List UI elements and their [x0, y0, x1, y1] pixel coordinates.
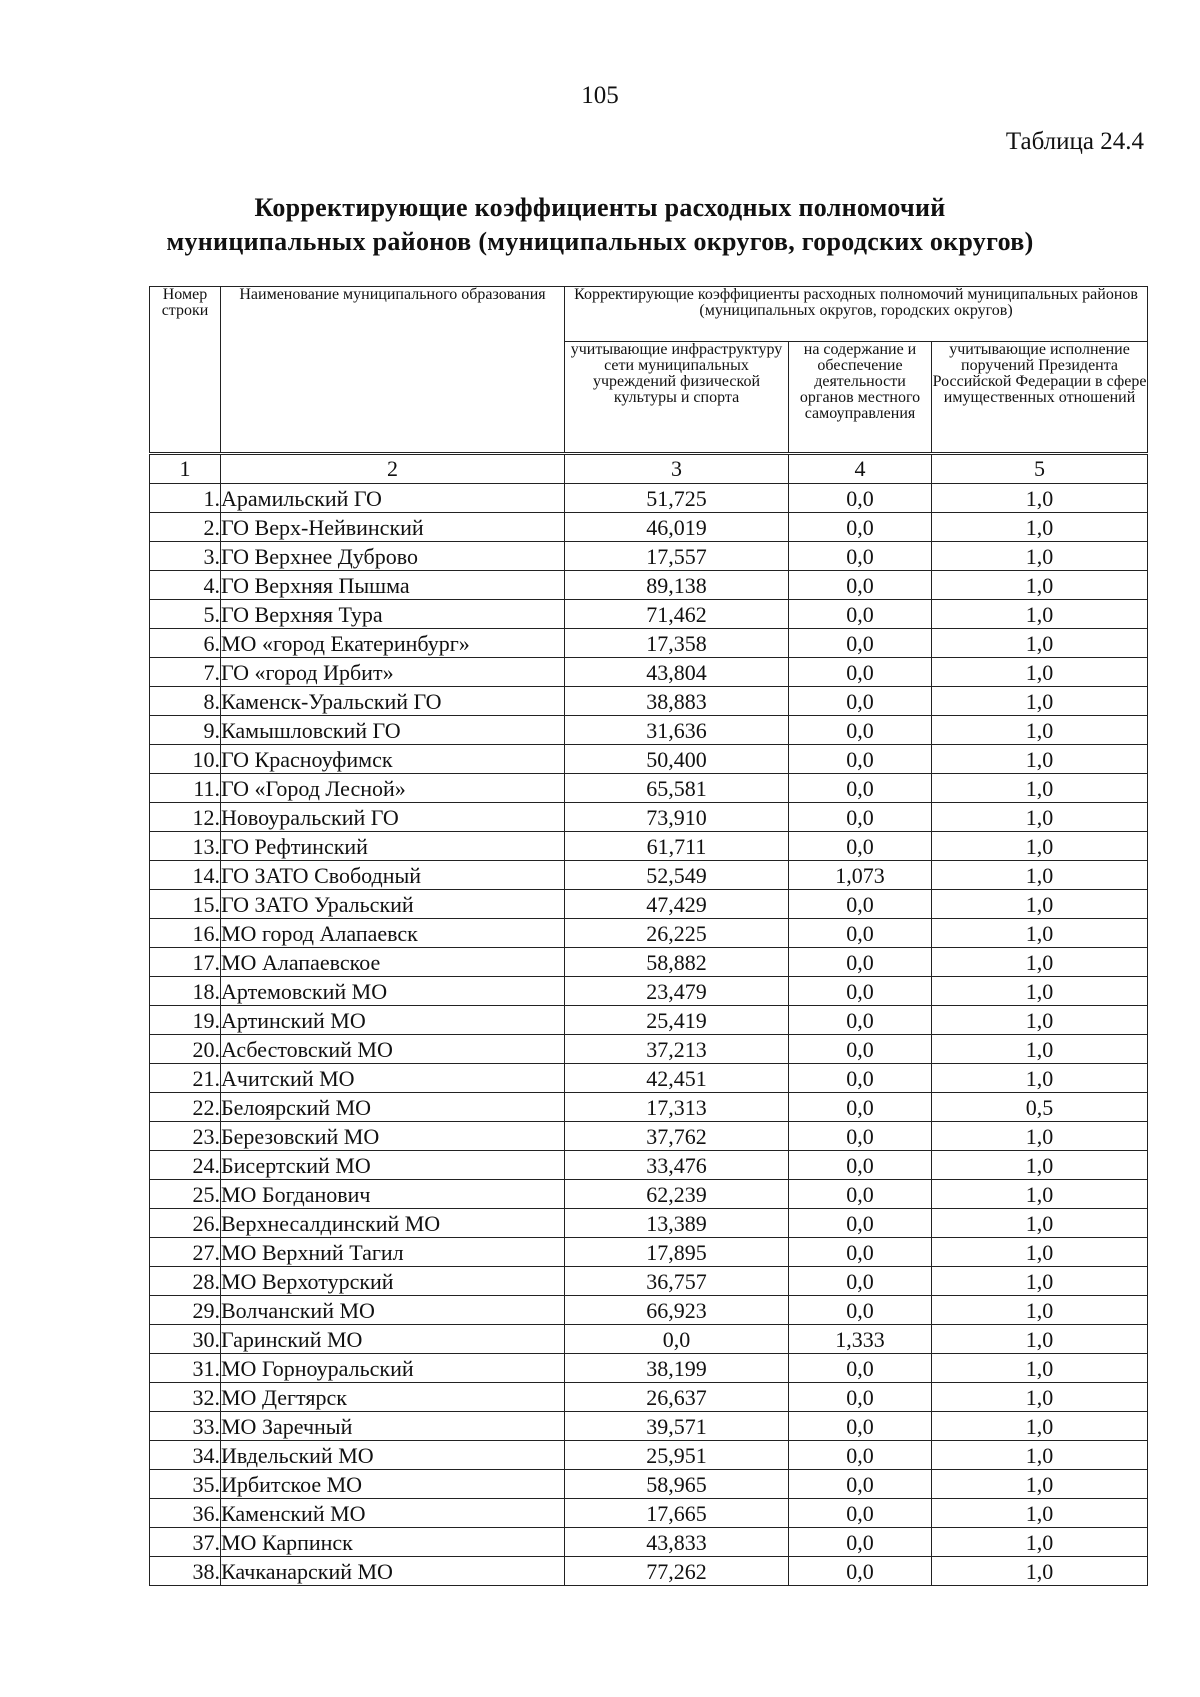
municipality-name-cell: Новоуральский ГО	[221, 803, 565, 832]
president-orders-coefficient-cell: 1,0	[932, 1238, 1148, 1267]
table-row	[150, 1383, 1148, 1412]
table-row	[150, 600, 1148, 629]
table-row	[150, 1035, 1148, 1064]
municipality-name-cell: МО Карпинск	[221, 1528, 565, 1557]
table-row	[150, 977, 1148, 1006]
sport-coefficient-cell: 26,225	[565, 919, 789, 948]
president-orders-coefficient-cell: 1,0	[932, 948, 1148, 977]
president-orders-coefficient-cell: 1,0	[932, 1325, 1148, 1354]
municipality-name-cell: Белоярский МО	[221, 1093, 565, 1122]
municipality-name-cell: МО Верхний Тагил	[221, 1238, 565, 1267]
president-orders-coefficient-cell: 1,0	[932, 600, 1148, 629]
municipality-name-cell: Ирбитское МО	[221, 1470, 565, 1499]
president-orders-coefficient-cell: 1,0	[932, 484, 1148, 513]
municipality-name-cell: Артинский МО	[221, 1006, 565, 1035]
president-orders-coefficient-cell: 1,0	[932, 861, 1148, 890]
president-orders-coefficient-cell: 1,0	[932, 977, 1148, 1006]
self-government-coefficient-cell: 0,0	[789, 948, 932, 977]
table-row	[150, 803, 1148, 832]
sport-coefficient-cell: 58,965	[565, 1470, 789, 1499]
municipality-name-cell: Асбестовский МО	[221, 1035, 565, 1064]
table-row	[150, 716, 1148, 745]
self-government-coefficient-cell: 1,073	[789, 861, 932, 890]
self-government-coefficient-cell: 0,0	[789, 1383, 932, 1412]
president-orders-coefficient-cell: 1,0	[932, 1383, 1148, 1412]
column-number: 2	[221, 454, 565, 484]
sport-coefficient-cell: 25,419	[565, 1006, 789, 1035]
table-row	[150, 1064, 1148, 1093]
municipality-name-cell: Качканарский МО	[221, 1557, 565, 1586]
sport-coefficient-cell: 42,451	[565, 1064, 789, 1093]
president-orders-coefficient-cell: 0,5	[932, 1093, 1148, 1122]
header-row-number: Номер строки	[150, 287, 221, 454]
row-number-cell: 27.	[150, 1238, 221, 1267]
municipality-name-cell: МО Алапаевское	[221, 948, 565, 977]
row-number-cell: 7.	[150, 658, 221, 687]
table-row	[150, 1412, 1148, 1441]
municipality-name-cell: Ачитский МО	[221, 1064, 565, 1093]
president-orders-coefficient-cell: 1,0	[932, 687, 1148, 716]
table-row	[150, 890, 1148, 919]
president-orders-coefficient-cell: 1,0	[932, 542, 1148, 571]
row-number-cell: 9.	[150, 716, 221, 745]
municipality-name-cell: Артемовский МО	[221, 977, 565, 1006]
sport-coefficient-cell: 17,557	[565, 542, 789, 571]
sport-coefficient-cell: 23,479	[565, 977, 789, 1006]
column-number: 5	[932, 454, 1148, 484]
self-government-coefficient-cell: 0,0	[789, 571, 932, 600]
self-government-coefficient-cell: 0,0	[789, 1441, 932, 1470]
self-government-coefficient-cell: 0,0	[789, 1093, 932, 1122]
president-orders-coefficient-cell: 1,0	[932, 1499, 1148, 1528]
president-orders-coefficient-cell: 1,0	[932, 1064, 1148, 1093]
header-col-sport-infrastructure: учитывающие инфраструктуру сети муниципальных учреждений физической культуры и спорта	[565, 342, 789, 454]
table-row	[150, 1470, 1148, 1499]
title-line-2: муниципальных районов (муниципальных округов, городских округов)	[166, 227, 1034, 256]
row-number-cell: 31.	[150, 1354, 221, 1383]
president-orders-coefficient-cell: 1,0	[932, 1528, 1148, 1557]
municipality-name-cell: Арамильский ГО	[221, 484, 565, 513]
table-row	[150, 542, 1148, 571]
president-orders-coefficient-cell: 1,0	[932, 803, 1148, 832]
self-government-coefficient-cell: 0,0	[789, 1238, 932, 1267]
row-number-cell: 2.	[150, 513, 221, 542]
sport-coefficient-cell: 39,571	[565, 1412, 789, 1441]
sport-coefficient-cell: 43,833	[565, 1528, 789, 1557]
self-government-coefficient-cell: 0,0	[789, 774, 932, 803]
table-row	[150, 1238, 1148, 1267]
sport-coefficient-cell: 47,429	[565, 890, 789, 919]
sport-coefficient-cell: 13,389	[565, 1209, 789, 1238]
sport-coefficient-cell: 17,895	[565, 1238, 789, 1267]
table-row	[150, 1180, 1148, 1209]
sport-coefficient-cell: 73,910	[565, 803, 789, 832]
self-government-coefficient-cell: 0,0	[789, 1528, 932, 1557]
president-orders-coefficient-cell: 1,0	[932, 1296, 1148, 1325]
table-row	[150, 1354, 1148, 1383]
header-col-president-orders: учитывающие исполнение поручений Президента Российской Федерации в сфере имущественных отношений	[932, 342, 1148, 454]
municipality-name-cell: Ивдельский МО	[221, 1441, 565, 1470]
self-government-coefficient-cell: 0,0	[789, 977, 932, 1006]
president-orders-coefficient-cell: 1,0	[932, 774, 1148, 803]
table-row	[150, 513, 1148, 542]
municipality-name-cell: Березовский МО	[221, 1122, 565, 1151]
sport-coefficient-cell: 25,951	[565, 1441, 789, 1470]
sport-coefficient-cell: 38,199	[565, 1354, 789, 1383]
sport-coefficient-cell: 77,262	[565, 1557, 789, 1586]
municipality-name-cell: Камышловский ГО	[221, 716, 565, 745]
table-row	[150, 948, 1148, 977]
municipality-name-cell: ГО Верхнее Дуброво	[221, 542, 565, 571]
self-government-coefficient-cell: 0,0	[789, 687, 932, 716]
table-row	[150, 1122, 1148, 1151]
row-number-cell: 11.	[150, 774, 221, 803]
self-government-coefficient-cell: 0,0	[789, 1354, 932, 1383]
row-number-cell: 3.	[150, 542, 221, 571]
row-number-cell: 10.	[150, 745, 221, 774]
municipality-name-cell: ГО Верхняя Тура	[221, 600, 565, 629]
municipality-name-cell: ГО «Город Лесной»	[221, 774, 565, 803]
municipality-name-cell: Волчанский МО	[221, 1296, 565, 1325]
sport-coefficient-cell: 17,313	[565, 1093, 789, 1122]
column-number-row	[150, 454, 1148, 484]
sport-coefficient-cell: 37,213	[565, 1035, 789, 1064]
table-row	[150, 571, 1148, 600]
president-orders-coefficient-cell: 1,0	[932, 1441, 1148, 1470]
president-orders-coefficient-cell: 1,0	[932, 1006, 1148, 1035]
president-orders-coefficient-cell: 1,0	[932, 890, 1148, 919]
row-number-cell: 21.	[150, 1064, 221, 1093]
sport-coefficient-cell: 89,138	[565, 571, 789, 600]
municipality-name-cell: ГО Верх-Нейвинский	[221, 513, 565, 542]
self-government-coefficient-cell: 0,0	[789, 600, 932, 629]
sport-coefficient-cell: 0,0	[565, 1325, 789, 1354]
row-number-cell: 15.	[150, 890, 221, 919]
row-number-cell: 6.	[150, 629, 221, 658]
self-government-coefficient-cell: 0,0	[789, 1122, 932, 1151]
president-orders-coefficient-cell: 1,0	[932, 1180, 1148, 1209]
header-col-self-government: на содержание и обеспечение деятельности органов местного самоуправления	[789, 342, 932, 454]
header-municipality-name: Наименование муниципального образования	[221, 287, 565, 454]
row-number-cell: 22.	[150, 1093, 221, 1122]
table-row	[150, 1325, 1148, 1354]
row-number-cell: 26.	[150, 1209, 221, 1238]
row-number-cell: 19.	[150, 1006, 221, 1035]
municipality-name-cell: МО Верхотурский	[221, 1267, 565, 1296]
self-government-coefficient-cell: 0,0	[789, 1064, 932, 1093]
self-government-coefficient-cell: 0,0	[789, 1151, 932, 1180]
table-row	[150, 687, 1148, 716]
sport-coefficient-cell: 52,549	[565, 861, 789, 890]
header-coefficients-group: Корректирующие коэффициенты расходных полномочий муниципальных районов (муниципальных округов, городских округов)	[565, 287, 1148, 342]
sport-coefficient-cell: 58,882	[565, 948, 789, 977]
row-number-cell: 30.	[150, 1325, 221, 1354]
self-government-coefficient-cell: 0,0	[789, 484, 932, 513]
table-row	[150, 484, 1148, 513]
self-government-coefficient-cell: 0,0	[789, 1296, 932, 1325]
president-orders-coefficient-cell: 1,0	[932, 1470, 1148, 1499]
sport-coefficient-cell: 65,581	[565, 774, 789, 803]
sport-coefficient-cell: 61,711	[565, 832, 789, 861]
row-number-cell: 13.	[150, 832, 221, 861]
row-number-cell: 36.	[150, 1499, 221, 1528]
row-number-cell: 33.	[150, 1412, 221, 1441]
municipality-name-cell: МО Горноуральский	[221, 1354, 565, 1383]
page-number: 105	[581, 82, 619, 109]
row-number-cell: 20.	[150, 1035, 221, 1064]
sport-coefficient-cell: 17,665	[565, 1499, 789, 1528]
president-orders-coefficient-cell: 1,0	[932, 1412, 1148, 1441]
row-number-cell: 32.	[150, 1383, 221, 1412]
self-government-coefficient-cell: 0,0	[789, 658, 932, 687]
municipality-name-cell: ГО ЗАТО Свободный	[221, 861, 565, 890]
municipality-name-cell: Каменск-Уральский ГО	[221, 687, 565, 716]
row-number-cell: 38.	[150, 1557, 221, 1586]
sport-coefficient-cell: 62,239	[565, 1180, 789, 1209]
self-government-coefficient-cell: 0,0	[789, 919, 932, 948]
self-government-coefficient-cell: 0,0	[789, 1499, 932, 1528]
municipality-name-cell: МО город Алапаевск	[221, 919, 565, 948]
row-number-cell: 28.	[150, 1267, 221, 1296]
municipality-name-cell: Гаринский МО	[221, 1325, 565, 1354]
sport-coefficient-cell: 46,019	[565, 513, 789, 542]
sport-coefficient-cell: 33,476	[565, 1151, 789, 1180]
self-government-coefficient-cell: 0,0	[789, 716, 932, 745]
row-number-cell: 25.	[150, 1180, 221, 1209]
self-government-coefficient-cell: 0,0	[789, 1180, 932, 1209]
president-orders-coefficient-cell: 1,0	[932, 629, 1148, 658]
sport-coefficient-cell: 36,757	[565, 1267, 789, 1296]
president-orders-coefficient-cell: 1,0	[932, 1354, 1148, 1383]
municipality-name-cell: ГО Верхняя Пышма	[221, 571, 565, 600]
table-row	[150, 832, 1148, 861]
self-government-coefficient-cell: 0,0	[789, 1267, 932, 1296]
sport-coefficient-cell: 38,883	[565, 687, 789, 716]
table-row	[150, 774, 1148, 803]
sport-coefficient-cell: 26,637	[565, 1383, 789, 1412]
self-government-coefficient-cell: 0,0	[789, 745, 932, 774]
column-number: 3	[565, 454, 789, 484]
column-number: 1	[150, 454, 221, 484]
president-orders-coefficient-cell: 1,0	[932, 658, 1148, 687]
row-number-cell: 29.	[150, 1296, 221, 1325]
municipality-name-cell: ГО Рефтинский	[221, 832, 565, 861]
table-header	[150, 287, 1148, 454]
sport-coefficient-cell: 51,725	[565, 484, 789, 513]
table-row	[150, 1441, 1148, 1470]
president-orders-coefficient-cell: 1,0	[932, 571, 1148, 600]
self-government-coefficient-cell: 0,0	[789, 1035, 932, 1064]
sport-coefficient-cell: 66,923	[565, 1296, 789, 1325]
table-row	[150, 1093, 1148, 1122]
row-number-cell: 24.	[150, 1151, 221, 1180]
president-orders-coefficient-cell: 1,0	[932, 1151, 1148, 1180]
municipality-name-cell: ГО «город Ирбит»	[221, 658, 565, 687]
row-number-cell: 1.	[150, 484, 221, 513]
sport-coefficient-cell: 31,636	[565, 716, 789, 745]
self-government-coefficient-cell: 0,0	[789, 803, 932, 832]
municipality-name-cell: МО Богданович	[221, 1180, 565, 1209]
municipality-name-cell: ГО ЗАТО Уральский	[221, 890, 565, 919]
table-row	[150, 745, 1148, 774]
sport-coefficient-cell: 50,400	[565, 745, 789, 774]
president-orders-coefficient-cell: 1,0	[932, 716, 1148, 745]
row-number-cell: 4.	[150, 571, 221, 600]
municipality-name-cell: МО Дегтярск	[221, 1383, 565, 1412]
table-row	[150, 629, 1148, 658]
coefficients-table	[149, 286, 1148, 1586]
municipality-name-cell: МО «город Екатеринбург»	[221, 629, 565, 658]
row-number-cell: 17.	[150, 948, 221, 977]
self-government-coefficient-cell: 0,0	[789, 890, 932, 919]
table-row	[150, 1557, 1148, 1586]
table-row	[150, 1209, 1148, 1238]
table-row	[150, 1006, 1148, 1035]
self-government-coefficient-cell: 0,0	[789, 1006, 932, 1035]
sport-coefficient-cell: 37,762	[565, 1122, 789, 1151]
row-number-cell: 5.	[150, 600, 221, 629]
row-number-cell: 14.	[150, 861, 221, 890]
sport-coefficient-cell: 71,462	[565, 600, 789, 629]
self-government-coefficient-cell: 0,0	[789, 1209, 932, 1238]
table-row	[150, 861, 1148, 890]
municipality-name-cell: Каменский МО	[221, 1499, 565, 1528]
self-government-coefficient-cell: 1,333	[789, 1325, 932, 1354]
president-orders-coefficient-cell: 1,0	[932, 1209, 1148, 1238]
president-orders-coefficient-cell: 1,0	[932, 513, 1148, 542]
municipality-name-cell: ГО Красноуфимск	[221, 745, 565, 774]
table-label: Таблица 24.4	[1005, 128, 1144, 155]
table-row	[150, 1151, 1148, 1180]
president-orders-coefficient-cell: 1,0	[932, 919, 1148, 948]
table-row	[150, 1499, 1148, 1528]
president-orders-coefficient-cell: 1,0	[932, 1122, 1148, 1151]
sport-coefficient-cell: 43,804	[565, 658, 789, 687]
president-orders-coefficient-cell: 1,0	[932, 1035, 1148, 1064]
table-row	[150, 1296, 1148, 1325]
self-government-coefficient-cell: 0,0	[789, 513, 932, 542]
table-row	[150, 1267, 1148, 1296]
self-government-coefficient-cell: 0,0	[789, 1470, 932, 1499]
president-orders-coefficient-cell: 1,0	[932, 1557, 1148, 1586]
table-row	[150, 1528, 1148, 1557]
document-title	[100, 191, 1100, 259]
column-number: 4	[789, 454, 932, 484]
table-row	[150, 658, 1148, 687]
self-government-coefficient-cell: 0,0	[789, 1557, 932, 1586]
row-number-cell: 16.	[150, 919, 221, 948]
title-line-1: Корректирующие коэффициенты расходных полномочий	[254, 193, 946, 222]
row-number-cell: 23.	[150, 1122, 221, 1151]
self-government-coefficient-cell: 0,0	[789, 542, 932, 571]
municipality-name-cell: МО Заречный	[221, 1412, 565, 1441]
row-number-cell: 35.	[150, 1470, 221, 1499]
president-orders-coefficient-cell: 1,0	[932, 1267, 1148, 1296]
table-body	[150, 454, 1148, 1586]
row-number-cell: 8.	[150, 687, 221, 716]
self-government-coefficient-cell: 0,0	[789, 629, 932, 658]
municipality-name-cell: Верхнесалдинский МО	[221, 1209, 565, 1238]
sport-coefficient-cell: 17,358	[565, 629, 789, 658]
president-orders-coefficient-cell: 1,0	[932, 832, 1148, 861]
self-government-coefficient-cell: 0,0	[789, 832, 932, 861]
row-number-cell: 34.	[150, 1441, 221, 1470]
row-number-cell: 18.	[150, 977, 221, 1006]
president-orders-coefficient-cell: 1,0	[932, 745, 1148, 774]
row-number-cell: 12.	[150, 803, 221, 832]
municipality-name-cell: Бисертский МО	[221, 1151, 565, 1180]
row-number-cell: 37.	[150, 1528, 221, 1557]
table-row	[150, 919, 1148, 948]
self-government-coefficient-cell: 0,0	[789, 1412, 932, 1441]
